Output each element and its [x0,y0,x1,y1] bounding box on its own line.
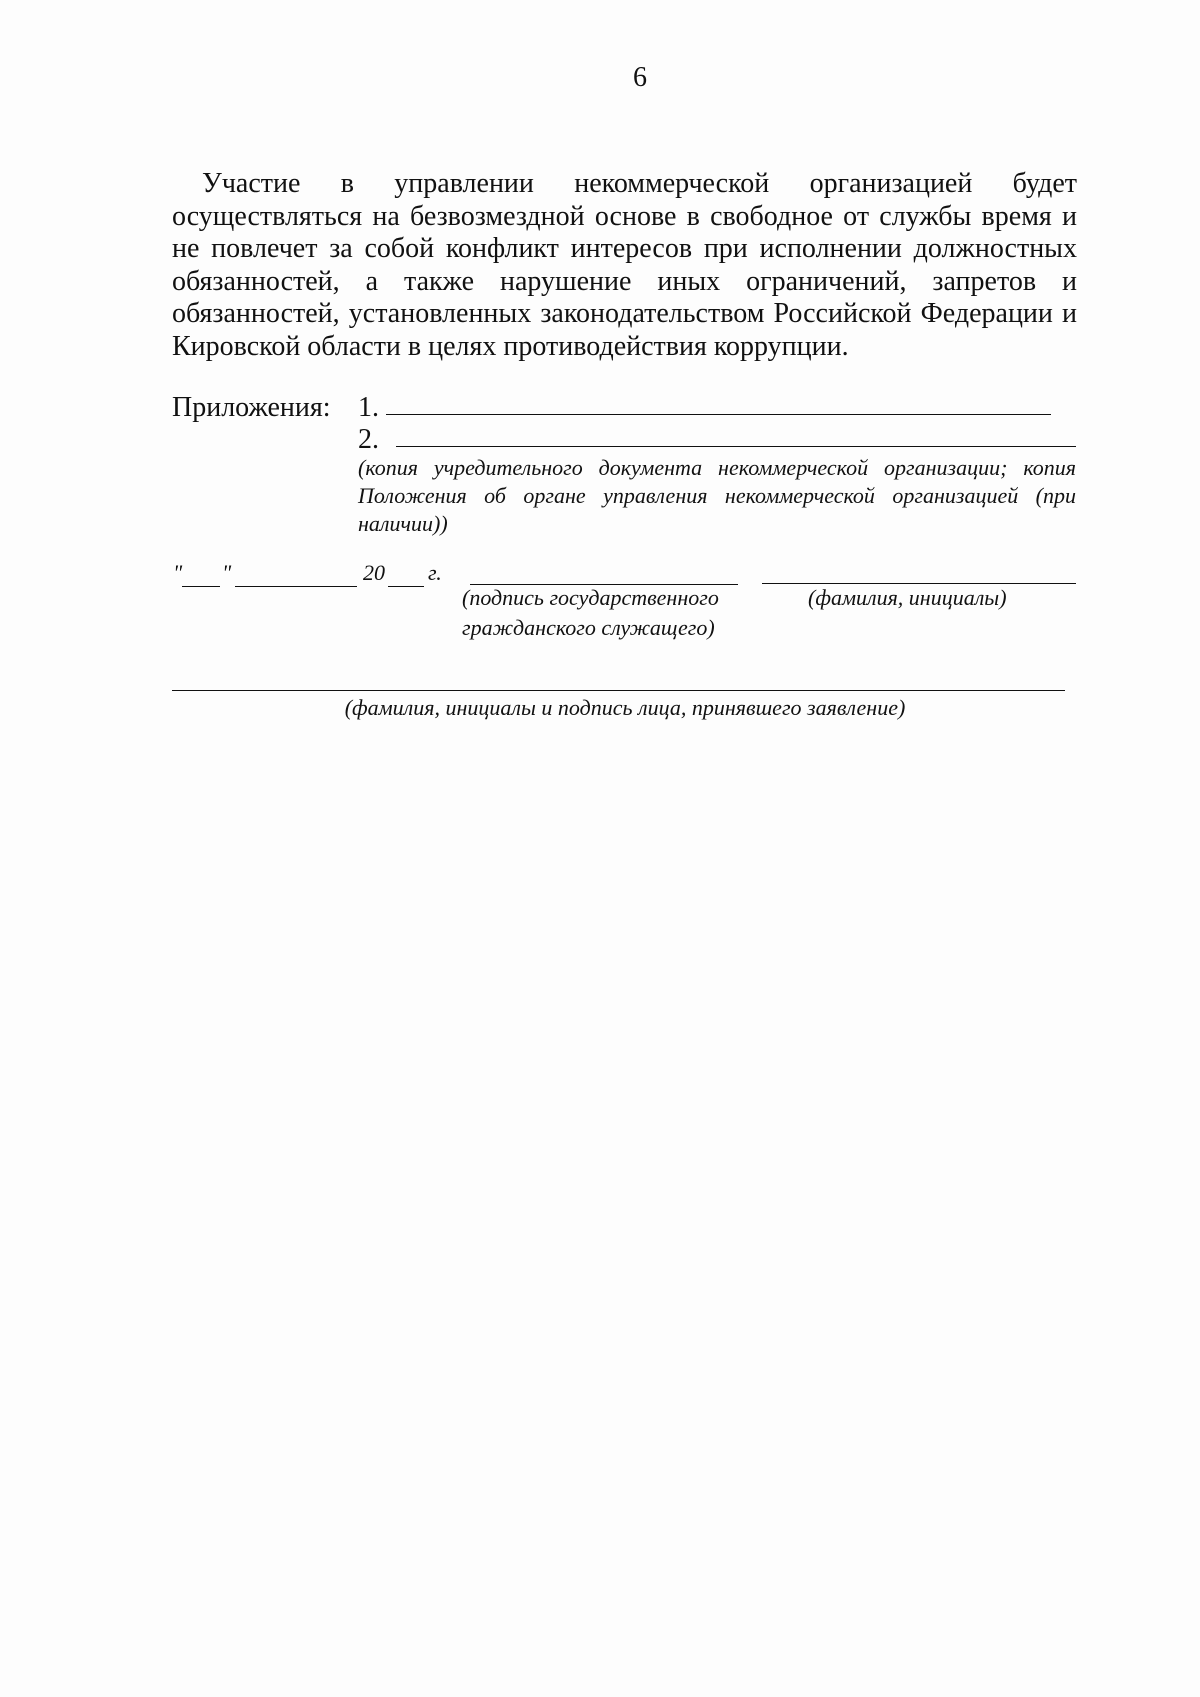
receiver-caption: (фамилия, инициалы и подпись лица, принявшего заявление) [344,695,906,720]
name-caption: (фамилия, инициалы) [808,585,1007,610]
date-month-blank [235,586,357,587]
appendix-item-1-blank-line [386,414,1051,415]
date-day-blank [182,586,220,587]
appendix-item-2-number: 2. [358,424,379,455]
date-year-prefix: 20 [363,560,385,585]
date-quote-close: " [222,560,232,585]
page-number: 6 [633,62,647,93]
appendix-label: Приложения: [172,392,331,423]
statement-paragraph: Участие в управлении некоммерческой организацией будет осуществляться на безвозмездной основе в свободное от службы время и не повлечет за собой конфликт интересов при исполнении должностных обязанностей, а также нарушение иных ограничений, запретов и обязанностей, установленных законодательством Российской Федерации и Кировской области в целях противодействия коррупции. [172,168,1077,362]
appendix-note: (копия учредительного документа некоммерческой организации; копия Положения об органе управления некоммерческой организацией (при наличии)) [358,455,1076,536]
date-quote-open: " [173,560,183,585]
signature-caption: (подпись государственного гражданского служащего) [462,585,719,640]
date-year-suffix: г. [428,560,442,585]
appendix-item-2-blank-line [396,446,1076,447]
date-year-blank [388,586,424,587]
receiver-blank-line [172,690,1065,691]
appendix-item-1-number: 1. [358,392,379,423]
